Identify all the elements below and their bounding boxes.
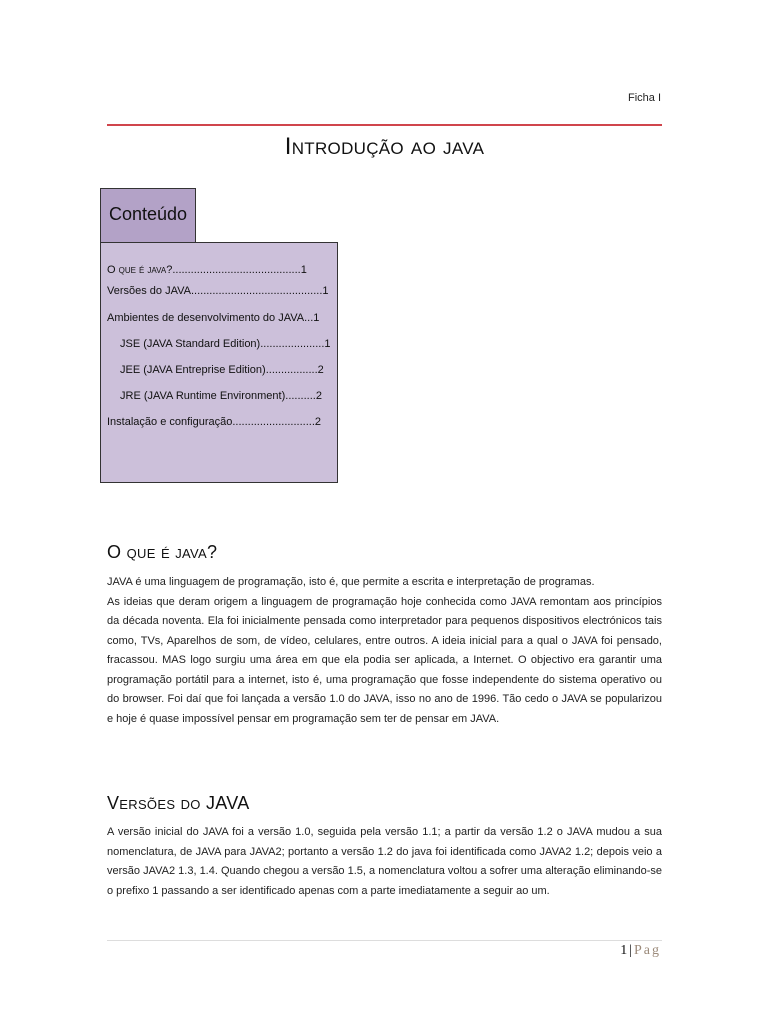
paragraph: A versão inicial do JAVA foi a versão 1.0, seguida pela versão 1.1; a partir da versão 1.2 o JAVA mudou a sua nomenclatura, de JAVA para JAVA2; portanto a versão 1.2 do java foi identificada como JAVA2 1.2; depois veio a versão JAVA2 1.3, 1.4. Quando chegou a versão 1.5, a nomenclatura voltou a sofrer uma alteração eliminando-se o prefixo 1 passando a ser identificado apenas com a parte imediatamente a seguir ao um.: [107, 826, 662, 897]
toc-entry[interactable]: Instalação e configuração...........................2: [107, 416, 321, 428]
toc-box: [100, 242, 338, 483]
section-body: [107, 823, 662, 901]
page-label: Pag: [634, 943, 661, 958]
footer-separator: |: [629, 943, 632, 958]
section-body: [107, 573, 662, 729]
section-heading: O que é java?: [107, 542, 218, 562]
toc-entry[interactable]: Versões do JAVA...........................................1: [107, 285, 329, 297]
footer-rule: [107, 940, 662, 941]
page-number: 1: [620, 943, 628, 958]
section-heading: Versões do JAVA: [107, 793, 250, 813]
toc-entry[interactable]: JSE (JAVA Standard Edition).....................1: [120, 338, 331, 350]
toc-entry[interactable]: JEE (JAVA Entreprise Edition).................2: [120, 364, 324, 376]
header-tag: Ficha I: [627, 92, 661, 104]
paragraph: JAVA é uma linguagem de programação, isto é, que permite a escrita e interpretação de programas.: [107, 576, 595, 588]
toc-heading-tab: Conteúdo: [100, 188, 196, 242]
toc-entry[interactable]: Ambientes de desenvolvimento do JAVA...1: [107, 312, 320, 324]
document-title: Introdução ao java: [284, 133, 485, 160]
toc-entry[interactable]: JRE (JAVA Runtime Environment)..........2: [120, 390, 322, 402]
paragraph: As ideias que deram origem a linguagem de programação hoje conhecida como JAVA remontam aos princípios da década noventa. Ela foi inicialmente pensada como interpretador para pequenos dispositivos electrónicos tais como, TVs, Aparelhos de som, de vídeo, celulares, entre outros. A ideia inicial para a qual o JAVA foi pensado, fracassou. MAS logo surgiu uma área em que ela podia ser aplicada, a Internet. O objectivo era garantir uma programação portátil para a internet, isto é, uma programação que fosse independente do sistema operativo ou do browser. Foi daí que foi lançada a versão 1.0 do JAVA, isso no ano de 1996. Tão cedo o JAVA se popularizou e hoje é quase impossível pensar em programação sem ter de pensar em JAVA.: [107, 595, 662, 725]
page-footer: [620, 943, 661, 959]
toc-entry[interactable]: O que é java?..........................................1: [107, 264, 307, 276]
header-rule: [107, 124, 662, 126]
